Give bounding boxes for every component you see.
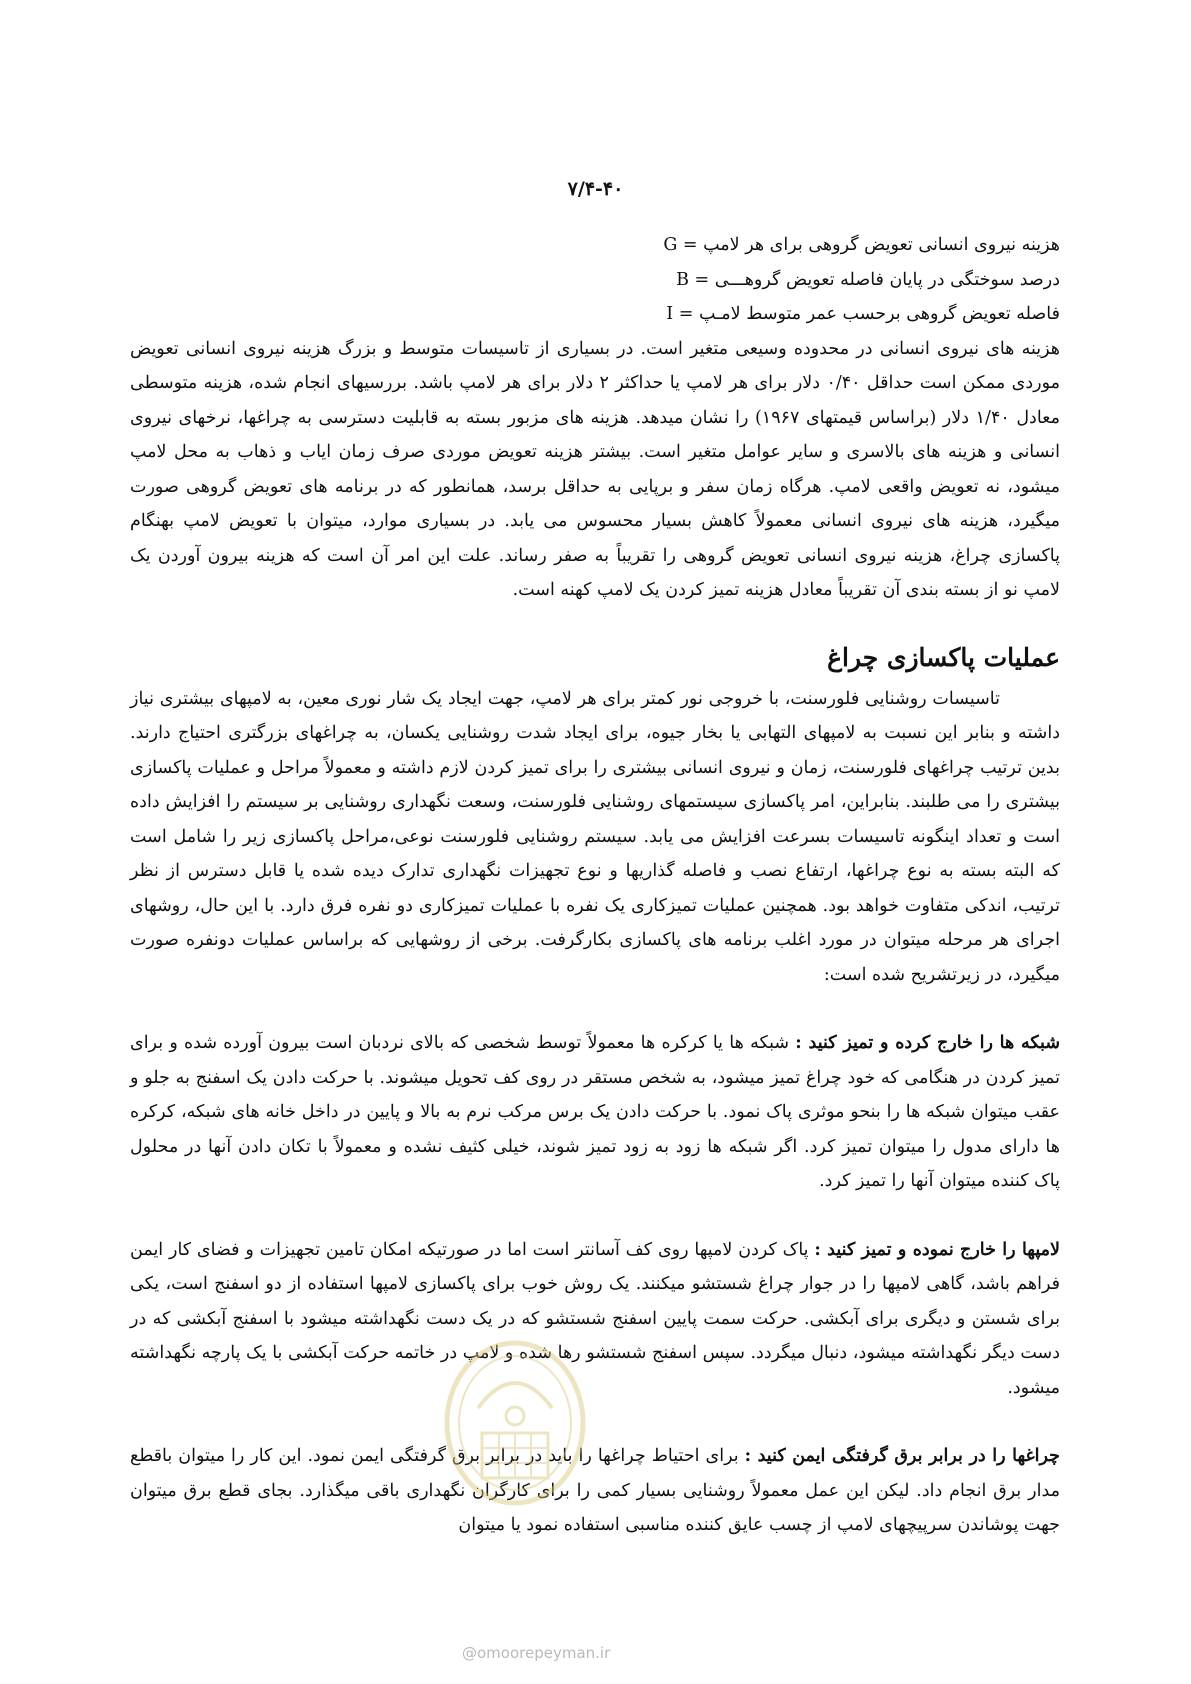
section-paragraph: تاسیسات روشنایی فلورسنت، با خروجی نور کمتر برای هر لامپ، جهت ایجاد یک شار نوری معین، به لامپهای بیشتری نیاز داشته و بنابر این نسبت به لامپهای التهابی یا بخار جیوه، برای ایجاد شدت روشنایی یکسان، به چراغهای بزرگتری احتیاج دارند. بدین ترتیب چراغهای فلورسنت، زمان و نیروی انسانی بیشتری را برای تمیز کردن لازم داشته و معمولاً مراحل و عملیات پاکسازی بیشتری را می طلبند. بنابراین، امر پاکسازی سیستمهای روشنایی فلورسنت، وسعت نگهداری روشنایی بر سیستم را افزایش داده است و تعداد اینگونه تاسیسات بسرعت افزایش می یابد. سیستم روشنایی فلورسنت نوعی،مراحل پاکسازی زیر را شامل است که البته بسته به نوع چراغها، ارتفاع نصب و فاصله گذاریها و نوع تجهیزات نگهداری تدارک دیده شده یا قابل دسترس از نظر ترتیب، اندکی متفاوت خواهد بود. همچنین عملیات تمیزکاری یک نفره با عملیات تمیزکاری دو نفره فرق دارد. با این حال، روشهای اجرای هر مرحله میتوان در مورد اغلب برنامه های پاکسازی بکارگرفت. برخی از روشهایی که براساس عملیات دونفره صورت میگیرد، در زیرتشریح شده است: — [130, 688, 1060, 985]
labor-cost-paragraph: هزینه های نیروی انسانی در محدوده وسیعی متغیر است. در بسیاری از تاسیسات متوسط و بزرگ هزینه نیروی انسانی تعویض موردی ممکن است حداقل ۰/۴۰ دلار برای هر لامپ یا حداکثر ۲ دلار برای هر لامپ باشد. بررسیهای انجام شده، هزینه متوسطی معادل ۱/۴۰ دلار (براساس قیمتهای ۱۹۶۷) را نشان میدهد. هزینه های مزبور بسته به قابلیت دسترسی به چراغها، نرخهای نیروی انسانی و هزینه های بالاسری و سایر عوامل متغیر است. بیشتر هزینه تعویض موردی صرف زمان ایاب و ذهاب به محل لامپ میشود، نه تعویض واقعی لامپ. هرگاه زمان سفر و برپایی به حداقل برسد، همانطور که در برنامه های تعویض گروهی صورت میگیرد، هزینه های نیروی انسانی معمولاً کاهش بسیار محسوس می یابد. در بسیاری موارد، میتوان با تعویض لامپ بهنگام پاکسازی چراغ، هزینه نیروی انسانی تعویض گروهی را تقریباً به صفر رساند. علت این امر آن است که هزینه بیرون آوردن یک لامپ نو از بسته بندی آن تقریباً معادل هزینه تمیز کردن یک لامپ کهنه است. — [130, 338, 1060, 600]
definition-g: هزینه نیروی انسانی تعویض گروهی برای هر لامپ = G — [663, 235, 1060, 255]
louvers-lead: شبکه ها را خارج کرده و تمیز کنید : — [795, 1033, 1060, 1053]
safety-text: برای احتیاط چراغها را باید در برابر برق گرفتگی ایمن نمود. این کار را میتوان باقطع مدار برق انجام داد. لیکن این عمل معمولاً روشنایی بسیار کمی را برای کارگران نگهداری باقی میگذارد. بجای قطع برق میتوان جهت پوشاندن سرپیچهای لامپ از چسب عایق کننده مناسبی استفاده نمود یا میتوان — [130, 1446, 1060, 1535]
definition-list — [130, 228, 1060, 332]
lamps-text: پاک کردن لامپها روی کف آسانتر است اما در صورتیکه امکان تامین تجهیزات و فضای کار ایمن فراهم باشد، گاهی لامپها را در جوار چراغ شستشو میکنند. یک روش خوب برای پاکسازی لامپها استفاده از دو اسفنج است، یکی برای شستن و دیگری برای آبکشی. حرکت سمت پایین اسفنج شستشو که در یک دست نگهداشته میشود با اسفنج آبکشی که در دست دیگر نگهداشته میشود، دنبال میگردد. سپس اسفنج شستشو رها شده و لامپ در خاتمه حرکت آبکشی با یک پارچه نگهداشته میشود. — [130, 1239, 1060, 1398]
safety-lead: چراغها را در برابر برق گرفتگی ایمن کنید : — [744, 1446, 1060, 1466]
lamps-paragraph — [130, 1233, 1060, 1406]
lamps-lead: لامپها را خارج نموده و تمیز کنید : — [814, 1239, 1060, 1260]
louvers-text: شبکه ها یا کرکره ها معمولاً توسط شخصی که بالای نردبان است بیرون آورده شده و برای تمیز کردن در هنگامی که خود چراغ تمیز میشود، به شخص مستقر در روی کف تحویل میشوند. با حرکت دادن یک اسفنج به جلو و عقب میتوان شبکه ها را بنحو موثری پاک نمود. با حرکت دادن یک برس مرکب نرم به بالا و پایین در داخل خانه های شبکه، کرکره ها دارای مدول را میتوان تمیز کرد. اگر شبکه ها زود به زود تمیز شوند، خیلی کثیف نشده و معمولاً با تکان دادن آنها در محلول پاک کننده میتوان آنها را تمیز کرد. — [130, 1033, 1060, 1191]
footer-url: @omoorepeyman.ir — [462, 1644, 611, 1662]
definition-b: درصد سوختگی در پایان فاصله تعویض گروهـــی = B — [676, 269, 1060, 290]
watermark-seal-icon — [440, 1338, 590, 1508]
page-number: ۷/۴-۴۰ — [567, 178, 624, 200]
definition-i: فاصله تعویض گروهی برحسب عمر متوسط لامـپ = I — [666, 304, 1060, 324]
safety-paragraph — [130, 1439, 1060, 1543]
section-heading: عملیات پاکسازی چراغ — [827, 642, 1060, 672]
document-body — [130, 228, 1060, 1543]
louvers-paragraph — [130, 1026, 1060, 1199]
